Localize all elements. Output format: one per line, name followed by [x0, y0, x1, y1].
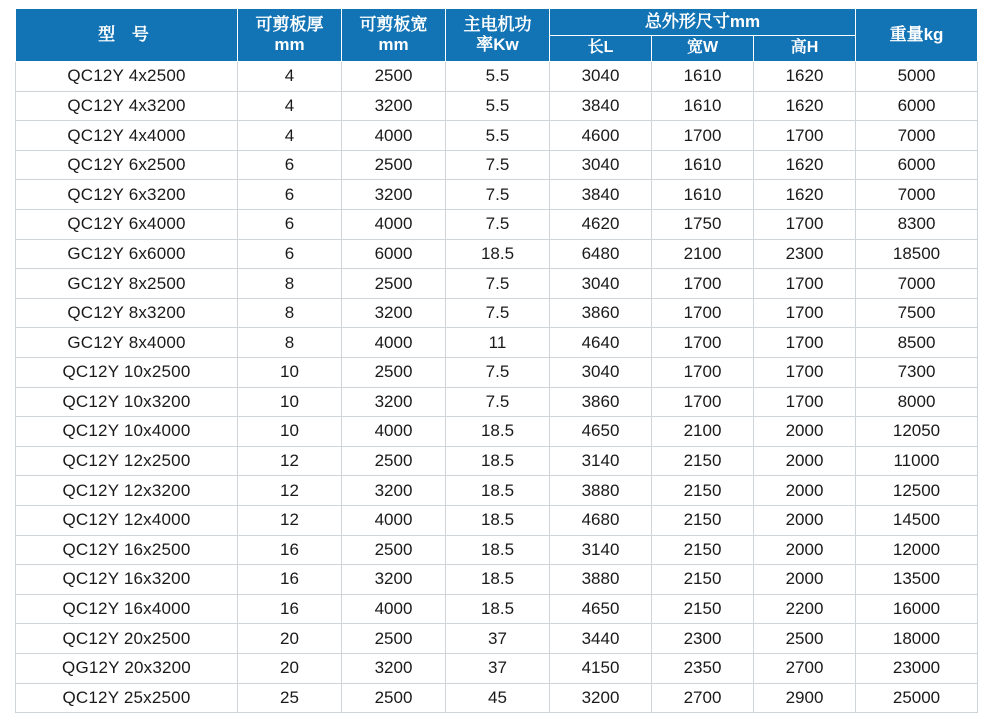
- cell-width: 1750: [652, 210, 754, 240]
- cell-height: 1620: [754, 62, 856, 92]
- cell-motor-power: 7.5: [446, 357, 550, 387]
- cell-sheet-width: 4000: [342, 505, 446, 535]
- column-header-thickness: 可剪板厚 mm: [238, 9, 342, 62]
- cell-width: 1700: [652, 121, 754, 151]
- cell-width: 1700: [652, 269, 754, 299]
- cell-height: 1700: [754, 121, 856, 151]
- cell-width: 1610: [652, 150, 754, 180]
- table-row: [16, 357, 978, 387]
- cell-length: 3040: [550, 357, 652, 387]
- table-row: [16, 387, 978, 417]
- cell-length: 3200: [550, 683, 652, 713]
- cell-height: 1620: [754, 180, 856, 210]
- cell-width: 1700: [652, 298, 754, 328]
- header-row-top: [16, 9, 978, 36]
- cell-length: 3840: [550, 180, 652, 210]
- table-row: [16, 565, 978, 595]
- cell-height: 1700: [754, 357, 856, 387]
- cell-motor-power: 7.5: [446, 210, 550, 240]
- cell-sheet-width: 4000: [342, 210, 446, 240]
- specification-table: [15, 8, 978, 713]
- column-header-width: 宽W: [652, 36, 754, 62]
- cell-thickness: 20: [238, 653, 342, 683]
- cell-model: QC12Y 6x2500: [16, 150, 238, 180]
- cell-motor-power: 7.5: [446, 298, 550, 328]
- cell-width: 1610: [652, 180, 754, 210]
- cell-length: 4600: [550, 121, 652, 151]
- cell-thickness: 8: [238, 328, 342, 358]
- cell-width: 1700: [652, 357, 754, 387]
- cell-length: 4150: [550, 653, 652, 683]
- cell-sheet-width: 2500: [342, 357, 446, 387]
- cell-weight: 8500: [856, 328, 978, 358]
- cell-weight: 7000: [856, 180, 978, 210]
- cell-sheet-width: 4000: [342, 594, 446, 624]
- cell-height: 1620: [754, 150, 856, 180]
- cell-thickness: 16: [238, 594, 342, 624]
- table-row: [16, 269, 978, 299]
- cell-weight: 5000: [856, 62, 978, 92]
- table-row: [16, 683, 978, 713]
- cell-sheet-width: 3200: [342, 298, 446, 328]
- cell-sheet-width: 3200: [342, 476, 446, 506]
- cell-width: 2700: [652, 683, 754, 713]
- cell-thickness: 25: [238, 683, 342, 713]
- cell-motor-power: 5.5: [446, 62, 550, 92]
- cell-sheet-width: 3200: [342, 180, 446, 210]
- cell-motor-power: 18.5: [446, 594, 550, 624]
- cell-model: QC12Y 20x2500: [16, 624, 238, 654]
- cell-weight: 13500: [856, 565, 978, 595]
- cell-height: 2000: [754, 565, 856, 595]
- cell-sheet-width: 4000: [342, 417, 446, 447]
- cell-model: QC12Y 16x2500: [16, 535, 238, 565]
- cell-height: 2000: [754, 505, 856, 535]
- table-row: [16, 535, 978, 565]
- cell-width: 2300: [652, 624, 754, 654]
- cell-sheet-width: 2500: [342, 62, 446, 92]
- cell-width: 2150: [652, 535, 754, 565]
- cell-thickness: 20: [238, 624, 342, 654]
- cell-motor-power: 18.5: [446, 476, 550, 506]
- cell-weight: 8000: [856, 387, 978, 417]
- cell-sheet-width: 2500: [342, 446, 446, 476]
- cell-height: 2000: [754, 535, 856, 565]
- cell-height: 1700: [754, 210, 856, 240]
- table-row: [16, 594, 978, 624]
- cell-weight: 23000: [856, 653, 978, 683]
- cell-weight: 12050: [856, 417, 978, 447]
- cell-motor-power: 7.5: [446, 269, 550, 299]
- cell-motor-power: 18.5: [446, 446, 550, 476]
- cell-weight: 14500: [856, 505, 978, 535]
- table-row: [16, 91, 978, 121]
- cell-width: 2150: [652, 565, 754, 595]
- cell-weight: 18000: [856, 624, 978, 654]
- cell-height: 2000: [754, 446, 856, 476]
- cell-length: 3860: [550, 387, 652, 417]
- table-row: [16, 180, 978, 210]
- table-row: [16, 328, 978, 358]
- cell-thickness: 4: [238, 62, 342, 92]
- cell-thickness: 8: [238, 269, 342, 299]
- cell-thickness: 16: [238, 565, 342, 595]
- cell-length: 3040: [550, 62, 652, 92]
- cell-weight: 11000: [856, 446, 978, 476]
- table-row: [16, 653, 978, 683]
- cell-weight: 7000: [856, 121, 978, 151]
- cell-width: 1610: [652, 62, 754, 92]
- cell-model: QC12Y 6x4000: [16, 210, 238, 240]
- cell-thickness: 6: [238, 180, 342, 210]
- cell-model: QC12Y 6x3200: [16, 180, 238, 210]
- cell-motor-power: 11: [446, 328, 550, 358]
- cell-weight: 18500: [856, 239, 978, 269]
- cell-model: QC12Y 4x2500: [16, 62, 238, 92]
- cell-thickness: 10: [238, 387, 342, 417]
- cell-weight: 16000: [856, 594, 978, 624]
- cell-height: 2000: [754, 417, 856, 447]
- cell-motor-power: 18.5: [446, 239, 550, 269]
- cell-motor-power: 37: [446, 653, 550, 683]
- cell-motor-power: 7.5: [446, 180, 550, 210]
- column-header-overall-dimensions: 总外形尺寸mm: [550, 9, 856, 36]
- cell-motor-power: 18.5: [446, 565, 550, 595]
- cell-model: QC12Y 25x2500: [16, 683, 238, 713]
- cell-weight: 6000: [856, 91, 978, 121]
- cell-weight: 25000: [856, 683, 978, 713]
- cell-sheet-width: 3200: [342, 91, 446, 121]
- cell-weight: 7500: [856, 298, 978, 328]
- cell-model: QG12Y 20x3200: [16, 653, 238, 683]
- column-header-length: 长L: [550, 36, 652, 62]
- cell-height: 2300: [754, 239, 856, 269]
- table-row: [16, 150, 978, 180]
- cell-thickness: 8: [238, 298, 342, 328]
- cell-length: 3840: [550, 91, 652, 121]
- cell-length: 3880: [550, 476, 652, 506]
- cell-motor-power: 7.5: [446, 387, 550, 417]
- cell-model: QC12Y 12x4000: [16, 505, 238, 535]
- column-header-height: 高H: [754, 36, 856, 62]
- cell-weight: 12500: [856, 476, 978, 506]
- cell-sheet-width: 4000: [342, 121, 446, 151]
- cell-height: 1700: [754, 387, 856, 417]
- cell-model: QC12Y 4x4000: [16, 121, 238, 151]
- cell-length: 4640: [550, 328, 652, 358]
- cell-model: QC12Y 16x4000: [16, 594, 238, 624]
- cell-model: QC12Y 4x3200: [16, 91, 238, 121]
- cell-sheet-width: 2500: [342, 269, 446, 299]
- cell-length: 3140: [550, 446, 652, 476]
- cell-model: QC12Y 12x3200: [16, 476, 238, 506]
- cell-sheet-width: 3200: [342, 565, 446, 595]
- cell-width: 2350: [652, 653, 754, 683]
- cell-thickness: 4: [238, 91, 342, 121]
- cell-sheet-width: 2500: [342, 535, 446, 565]
- cell-height: 1700: [754, 328, 856, 358]
- cell-length: 4680: [550, 505, 652, 535]
- cell-width: 1700: [652, 328, 754, 358]
- cell-motor-power: 45: [446, 683, 550, 713]
- cell-motor-power: 18.5: [446, 417, 550, 447]
- cell-height: 1620: [754, 91, 856, 121]
- cell-thickness: 12: [238, 505, 342, 535]
- cell-sheet-width: 3200: [342, 653, 446, 683]
- cell-width: 1610: [652, 91, 754, 121]
- cell-model: QC12Y 10x2500: [16, 357, 238, 387]
- cell-width: 2100: [652, 239, 754, 269]
- cell-model: QC12Y 16x3200: [16, 565, 238, 595]
- cell-thickness: 4: [238, 121, 342, 151]
- cell-sheet-width: 2500: [342, 683, 446, 713]
- table-header: [16, 9, 978, 62]
- cell-thickness: 16: [238, 535, 342, 565]
- column-header-model: 型 号: [16, 9, 238, 62]
- table-row: [16, 298, 978, 328]
- table-row: [16, 121, 978, 151]
- cell-length: 4650: [550, 417, 652, 447]
- table-row: [16, 62, 978, 92]
- cell-height: 2500: [754, 624, 856, 654]
- cell-width: 2150: [652, 505, 754, 535]
- cell-weight: 8300: [856, 210, 978, 240]
- cell-length: 3140: [550, 535, 652, 565]
- cell-sheet-width: 3200: [342, 387, 446, 417]
- cell-motor-power: 5.5: [446, 121, 550, 151]
- table-row: [16, 446, 978, 476]
- cell-height: 2900: [754, 683, 856, 713]
- cell-width: 1700: [652, 387, 754, 417]
- cell-length: 6480: [550, 239, 652, 269]
- cell-width: 2150: [652, 446, 754, 476]
- cell-thickness: 6: [238, 239, 342, 269]
- column-header-sheet-width: 可剪板宽 mm: [342, 9, 446, 62]
- table-row: [16, 239, 978, 269]
- cell-thickness: 10: [238, 357, 342, 387]
- cell-motor-power: 7.5: [446, 150, 550, 180]
- cell-model: QC12Y 10x4000: [16, 417, 238, 447]
- cell-height: 1700: [754, 298, 856, 328]
- cell-thickness: 12: [238, 476, 342, 506]
- cell-thickness: 10: [238, 417, 342, 447]
- cell-height: 2200: [754, 594, 856, 624]
- cell-sheet-width: 4000: [342, 328, 446, 358]
- cell-length: 3860: [550, 298, 652, 328]
- cell-sheet-width: 2500: [342, 150, 446, 180]
- cell-model: QC12Y 12x2500: [16, 446, 238, 476]
- cell-height: 2700: [754, 653, 856, 683]
- cell-width: 2100: [652, 417, 754, 447]
- cell-width: 2150: [652, 594, 754, 624]
- cell-weight: 7000: [856, 269, 978, 299]
- cell-motor-power: 5.5: [446, 91, 550, 121]
- table-row: [16, 210, 978, 240]
- cell-model: QC12Y 10x3200: [16, 387, 238, 417]
- cell-model: GC12Y 8x4000: [16, 328, 238, 358]
- table-row: [16, 505, 978, 535]
- cell-length: 3880: [550, 565, 652, 595]
- cell-thickness: 6: [238, 150, 342, 180]
- cell-sheet-width: 2500: [342, 624, 446, 654]
- cell-length: 3040: [550, 150, 652, 180]
- cell-model: GC12Y 8x2500: [16, 269, 238, 299]
- cell-length: 4620: [550, 210, 652, 240]
- table-row: [16, 417, 978, 447]
- cell-motor-power: 37: [446, 624, 550, 654]
- cell-model: QC12Y 8x3200: [16, 298, 238, 328]
- table-row: [16, 476, 978, 506]
- cell-height: 1700: [754, 269, 856, 299]
- cell-length: 4650: [550, 594, 652, 624]
- cell-length: 3040: [550, 269, 652, 299]
- cell-thickness: 6: [238, 210, 342, 240]
- cell-motor-power: 18.5: [446, 535, 550, 565]
- cell-weight: 6000: [856, 150, 978, 180]
- cell-width: 2150: [652, 476, 754, 506]
- table-body: [16, 62, 978, 713]
- cell-model: GC12Y 6x6000: [16, 239, 238, 269]
- cell-length: 3440: [550, 624, 652, 654]
- column-header-weight: 重量kg: [856, 9, 978, 62]
- cell-weight: 7300: [856, 357, 978, 387]
- cell-weight: 12000: [856, 535, 978, 565]
- column-header-motor-power: 主电机功 率Kw: [446, 9, 550, 62]
- table-row: [16, 624, 978, 654]
- cell-sheet-width: 6000: [342, 239, 446, 269]
- cell-thickness: 12: [238, 446, 342, 476]
- cell-motor-power: 18.5: [446, 505, 550, 535]
- cell-height: 2000: [754, 476, 856, 506]
